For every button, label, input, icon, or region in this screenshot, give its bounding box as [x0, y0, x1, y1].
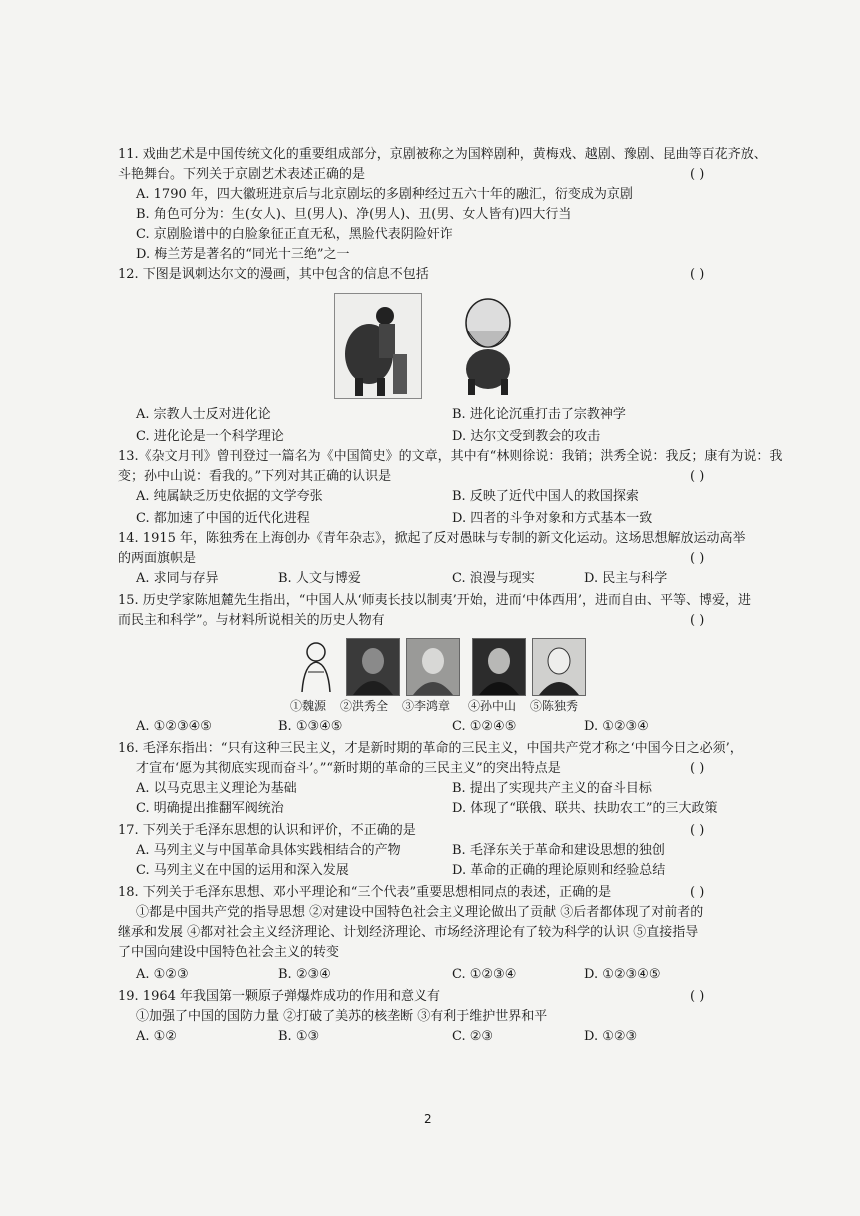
q16-stem-line1: 16. 毛泽东指出：“只有这种三民主义，才是新时期的革命的三民主义，中国共产党才称之‘中国今日之必须’， [118, 741, 743, 756]
q11-option-d: D. 梅兰芳是著名的“同光十三绝”之一 [136, 247, 350, 262]
portrait-li-hongzhang [406, 638, 460, 696]
darwin-cartoon-image-2 [446, 293, 530, 397]
q14-option-b: B. 人文与博爱 [278, 571, 361, 586]
portrait-hong-xiuquan [346, 638, 400, 696]
q11-option-a: A. 1790 年，四大徽班进京后与北京剧坛的多剧种经过五六十年的融汇，衍变成为京剧 [136, 187, 633, 202]
page-number: 2 [424, 1112, 432, 1126]
q17-option-c: C. 马列主义在中国的运用和深入发展 [136, 863, 349, 878]
q15-answer-paren: ( ) [690, 613, 705, 628]
q16-stem-line2: 才宣布‘愿为其彻底实现而奋斗’。”“新时期的革命的三民主义”的突出特点是 [136, 761, 561, 776]
portrait-wei-yuan [290, 638, 342, 694]
q18-answer-paren: ( ) [690, 885, 705, 900]
q14-option-a: A. 求同与存异 [136, 571, 219, 586]
q17-option-b: B. 毛泽东关于革命和建设思想的独创 [452, 843, 665, 858]
q18-option-a: A. ①②③ [136, 967, 189, 982]
portrait-chen-duxiu [532, 638, 586, 696]
q14-option-d: D. 民主与科学 [584, 571, 668, 586]
q18-stem-line2: ①都是中国共产党的指导思想 ②对建设中国特色社会主义理论做出了贡献 ③后者都体现了对前者的 [136, 905, 704, 920]
q17-stem-line1: 17. 下列关于毛泽东思想的认识和评价，不正确的是 [118, 823, 416, 838]
q12-option-c: C. 进化论是一个科学理论 [136, 429, 284, 444]
q12-option-a: A. 宗教人士反对进化论 [136, 407, 271, 422]
q12-option-d: D. 达尔文受到教会的攻击 [452, 429, 601, 444]
q13-answer-paren: ( ) [690, 469, 705, 484]
q15-option-c: C. ①②④⑤ [452, 719, 517, 734]
q15-stem-line2: 而民主和科学”。与材料所说相关的历史人物有 [118, 613, 385, 628]
q16-option-a: A. 以马克思主义理论为基础 [136, 781, 297, 796]
caption-li-hongzhang: ③李鸿章 [402, 699, 451, 713]
q13-option-b: B. 反映了近代中国人的救国探索 [452, 489, 639, 504]
q19-stem-line2: ①加强了中国的国防力量 ②打破了美苏的核垄断 ③有利于维护世界和平 [136, 1009, 548, 1024]
caption-chen-duxiu: ⑤陈独秀 [530, 699, 579, 713]
q11-stem-line2: 斗艳舞台。下列关于京剧艺术表述正确的是 [118, 167, 366, 182]
q18-stem-line3: 继承和发展 ④都对社会主义经济理论、计划经济理论、市场经济理论有了较为科学的认识 ⑤直接指导 [118, 925, 699, 940]
q13-stem-line2: 变；孙中山说：看我的。”下列对其正确的认识是 [118, 469, 392, 484]
q12-answer-paren: ( ) [690, 267, 705, 282]
q11-stem-line1: 11. 戏曲艺术是中国传统文化的重要组成部分，京剧被称之为国粹剧种，黄梅戏、越剧、豫剧、昆曲等百花齐放、 [118, 147, 767, 162]
q14-option-c: C. 浪漫与现实 [452, 571, 535, 586]
q11-option-c: C. 京剧脸谱中的白脸象征正直无私，黑脸代表阴险奸诈 [136, 227, 453, 242]
q19-option-d: D. ①②③ [584, 1029, 638, 1044]
caption-hong-xiuquan: ②洪秀全 [340, 699, 389, 713]
q19-option-b: B. ①③ [278, 1029, 320, 1044]
q13-stem-line1: 13.《杂文月刊》曾刊登过一篇名为《中国简史》的文章，其中有“林则徐说：我销；洪秀全说：我反；康有为说：我 [118, 449, 783, 464]
q15-option-d: D. ①②③④ [584, 719, 649, 734]
q11-option-b: B. 角色可分为：生(女人)、旦(男人)、净(男人)、丑(男、女人皆有)四大行当 [136, 207, 572, 222]
q14-stem-line2: 的两面旗帜是 [118, 551, 197, 566]
q13-option-c: C. 都加速了中国的近代化进程 [136, 511, 310, 526]
q13-option-d: D. 四者的斗争对象和方式基本一致 [452, 511, 653, 526]
q18-option-d: D. ①②③④⑤ [584, 967, 661, 982]
q17-option-d: D. 革命的正确的理论原则和经验总结 [452, 863, 666, 878]
q18-option-b: B. ②③④ [278, 967, 331, 982]
q18-stem-line4: 了中国向建设中国特色社会主义的转变 [118, 945, 340, 960]
caption-sun-zhongshan: ④孙中山 [468, 699, 517, 713]
portrait-sun-zhongshan [472, 638, 526, 696]
q14-answer-paren: ( ) [690, 551, 705, 566]
q17-option-a: A. 马列主义与中国革命具体实践相结合的产物 [136, 843, 401, 858]
q17-answer-paren: ( ) [690, 823, 705, 838]
q15-option-b: B. ①③④⑤ [278, 719, 343, 734]
caption-wei-yuan: ①魏源 [290, 699, 327, 713]
q15-option-a: A. ①②③④⑤ [136, 719, 212, 734]
darwin-cartoon-image-1 [334, 293, 422, 399]
q12-option-b: B. 进化论沉重打击了宗教神学 [452, 407, 626, 422]
q19-option-a: A. ①② [136, 1029, 177, 1044]
q18-stem-line1: 18. 下列关于毛泽东思想、邓小平理论和“三个代表”重要思想相同点的表述，正确的是 [118, 885, 612, 900]
q16-option-c: C. 明确提出推翻军阀统治 [136, 801, 284, 816]
q14-stem-line1: 14. 1915 年，陈独秀在上海创办《青年杂志》，掀起了反对愚昧与专制的新文化运动。这场思想解放运动高举 [118, 531, 746, 546]
q19-option-c: C. ②③ [452, 1029, 494, 1044]
q16-answer-paren: ( ) [690, 761, 705, 776]
q16-option-b: B. 提出了实现共产主义的奋斗目标 [452, 781, 652, 796]
q13-option-a: A. 纯属缺乏历史依据的文学夸张 [136, 489, 323, 504]
q19-stem-line1: 19. 1964 年我国第一颗原子弹爆炸成功的作用和意义有 [118, 989, 441, 1004]
q16-option-d: D. 体现了“联俄、联共、扶助农工”的三大政策 [452, 801, 718, 816]
q12-stem-line1: 12. 下图是讽刺达尔文的漫画，其中包含的信息不包括 [118, 267, 429, 282]
q18-option-c: C. ①②③④ [452, 967, 517, 982]
q19-answer-paren: ( ) [690, 989, 705, 1004]
q15-stem-line1: 15. 历史学家陈旭麓先生指出，“中国人从‘师夷长技以制夷’开始，进而‘中体西用’，进而自由、平等、博爱，进 [118, 593, 751, 608]
q11-answer-paren: ( ) [690, 167, 705, 182]
